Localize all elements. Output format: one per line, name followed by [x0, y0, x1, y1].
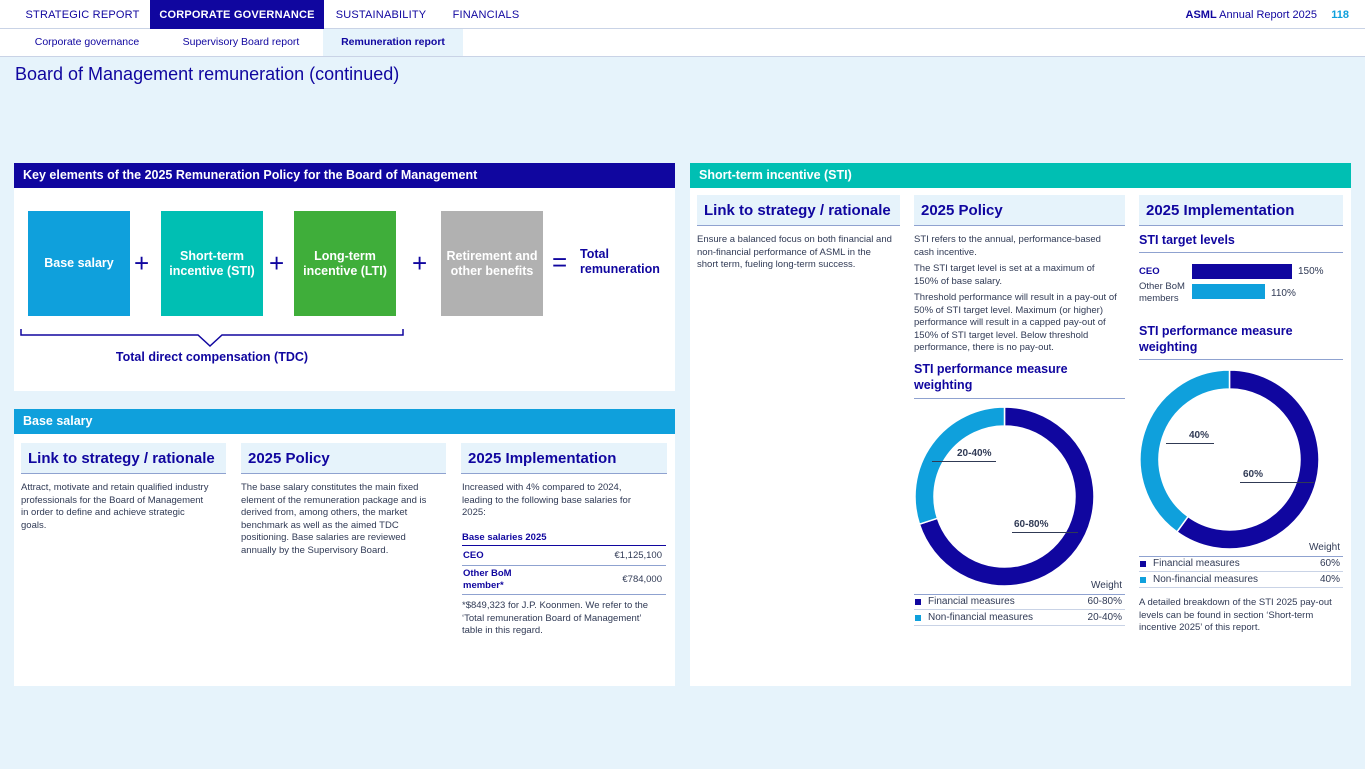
- legend-label: Non-financial measures: [928, 612, 1034, 623]
- target-value-bom: 110%: [1271, 288, 1296, 299]
- base-salary-title: Base salary: [14, 409, 675, 434]
- salary-role: Other BoM member*: [462, 565, 532, 594]
- lti-box: Long-term incentive (LTI): [294, 211, 396, 316]
- target-bar-ceo: [1192, 264, 1292, 279]
- tab-financials[interactable]: FINANCIALS: [452, 9, 520, 21]
- tab-strategic-report[interactable]: STRATEGIC REPORT: [25, 9, 140, 21]
- top-navigation: [0, 0, 1365, 29]
- plus-sign: +: [134, 248, 150, 278]
- page-title: Board of Management remuneration (continued): [15, 64, 400, 84]
- divider: [1139, 359, 1343, 360]
- donut-label-leader: [1240, 482, 1314, 483]
- salary-role: CEO: [462, 546, 532, 565]
- legend-item: [1139, 556, 1343, 572]
- weight-label: Weight: [1091, 580, 1122, 591]
- policy-weighting-donut: [914, 406, 1095, 587]
- donut-slice-nonfinancial: [915, 407, 1005, 524]
- equals-sign: =: [552, 247, 568, 277]
- donut-label-financial: 60%: [1243, 469, 1264, 480]
- sti-title: Short-term incentive (STI): [690, 163, 1351, 188]
- sti-box: Short-term incentive (STI): [161, 211, 263, 316]
- sti-policy-paragraph: STI refers to the annual, performance-based cash incentive.: [914, 234, 1101, 258]
- retirement-box: Retirement and other benefits: [441, 211, 543, 316]
- sti-panel: [690, 163, 1351, 686]
- donut-label-financial: 60-80%: [1014, 519, 1049, 530]
- base-policy-text: The base salary constitutes the main fixed element of the remuneration package and is derived from, among others, the market benchmark as well as the aimed TDC positioning. Base salaries are reviewed annually by the Supervisory Board.: [241, 482, 427, 556]
- brand-name: ASML: [1185, 9, 1217, 21]
- plus-sign: +: [269, 248, 285, 278]
- sti-closing-text: A detailed breakdown of the STI 2025 pay-out levels can be found in section ‘Short-term incentive 2025’ of this report.: [1139, 597, 1332, 633]
- base-salary-panel: [14, 409, 675, 686]
- legend-label: Financial measures: [928, 596, 1015, 607]
- key-elements-panel: [14, 163, 675, 391]
- table-row: [462, 546, 666, 565]
- tdc-label: Total direct compensation (TDC): [115, 350, 309, 364]
- legend-swatch: [1140, 561, 1146, 567]
- donut-label-nonfinancial: 20-40%: [957, 448, 992, 459]
- legend-value: 40%: [1319, 574, 1340, 585]
- salary-footnote: *$849,323 for J.P. Koonmen. We refer to the ‘Total remuneration Board of Management’ table in this regard.: [462, 600, 649, 636]
- brand-report-title: Annual Report 2025: [1216, 9, 1317, 21]
- sti-rationale-heading: Link to strategy / rationale: [697, 195, 900, 226]
- subtab-remuneration-report[interactable]: Remuneration report: [323, 29, 463, 56]
- divider: [1139, 252, 1343, 253]
- base-policy-heading: 2025 Policy: [241, 443, 446, 474]
- subtab-supervisory-board-report[interactable]: Supervisory Board report: [182, 36, 300, 48]
- legend-item: [1139, 572, 1343, 588]
- tab-corporate-governance[interactable]: CORPORATE GOVERNANCE: [150, 0, 324, 29]
- donut-label-leader: [1166, 443, 1214, 444]
- legend-swatch: [1140, 577, 1146, 583]
- legend-label: Non-financial measures: [1153, 574, 1259, 585]
- base-rationale-text: Attract, motivate and retain qualified industry professionals for the Board of Management in order to define and achieve strategic goals.: [21, 482, 209, 531]
- donut-label-leader: [932, 461, 996, 462]
- donut-label-nonfinancial: 40%: [1189, 430, 1210, 441]
- plus-sign: +: [412, 248, 428, 278]
- impl-weighting-title: STI performance measure weighting: [1139, 324, 1293, 354]
- sti-policy-heading: 2025 Policy: [914, 195, 1125, 226]
- legend-swatch: [915, 599, 921, 605]
- legend-value: 60-80%: [1087, 596, 1122, 607]
- legend-value: 60%: [1319, 558, 1340, 569]
- key-elements-title: Key elements of the 2025 Remuneration Policy for the Board of Management: [14, 163, 675, 188]
- salary-value: €1,125,100: [532, 546, 666, 565]
- salary-table-title: Base salaries 2025: [462, 532, 547, 543]
- legend-item: [914, 610, 1125, 626]
- divider: [914, 398, 1125, 399]
- target-levels-title: STI target levels: [1139, 233, 1235, 247]
- total-remuneration-label: Total remuneration: [580, 247, 660, 276]
- donut-label-leader: [1012, 532, 1078, 533]
- target-label-ceo: CEO: [1139, 266, 1160, 277]
- target-bar-bom: [1192, 284, 1265, 299]
- table-row: [462, 565, 666, 594]
- base-implementation-text: Increased with 4% compared to 2024, leading to the following base salaries for 2025:: [462, 482, 631, 518]
- base-salary-box: Base salary: [28, 211, 130, 316]
- sti-policy-paragraph: Threshold performance will result in a pay-out of 50% of STI target level. Maximum (or higher) performance will result in a capped pay-out of 150% of STI target level. Below threshold performance, there is no pay-out.: [914, 292, 1117, 353]
- target-value-ceo: 150%: [1298, 266, 1324, 277]
- base-rationale-heading: Link to strategy / rationale: [21, 443, 226, 474]
- salary-table: [462, 546, 666, 595]
- weight-label: Weight: [1309, 542, 1340, 553]
- donut-slice-nonfinancial: [1140, 370, 1230, 532]
- sti-rationale-text: Ensure a balanced focus on both financial and non-financial performance of ASML in the short term, fueling long-term success.: [697, 234, 892, 270]
- policy-weighting-title: STI performance measure weighting: [914, 362, 1068, 392]
- salary-value: €784,000: [532, 565, 666, 594]
- base-implementation-heading: 2025 Implementation: [461, 443, 667, 474]
- sti-implementation-heading: 2025 Implementation: [1139, 195, 1343, 226]
- page-number: 118: [1331, 9, 1349, 21]
- sub-navigation: [0, 29, 1365, 57]
- subtab-corporate-governance[interactable]: Corporate governance: [34, 36, 140, 48]
- legend-item: [914, 594, 1125, 610]
- tab-sustainability[interactable]: SUSTAINABILITY: [335, 9, 427, 21]
- sti-policy-paragraph: The STI target level is set at a maximum of 150% of base salary.: [914, 263, 1095, 287]
- legend-value: 20-40%: [1087, 612, 1122, 623]
- legend-swatch: [915, 615, 921, 621]
- legend-label: Financial measures: [1153, 558, 1240, 569]
- impl-weighting-donut: [1139, 369, 1320, 550]
- report-brand: [1186, 0, 1317, 29]
- tdc-bracket: [20, 329, 406, 349]
- target-label-bom: Other BoM members: [1139, 281, 1185, 304]
